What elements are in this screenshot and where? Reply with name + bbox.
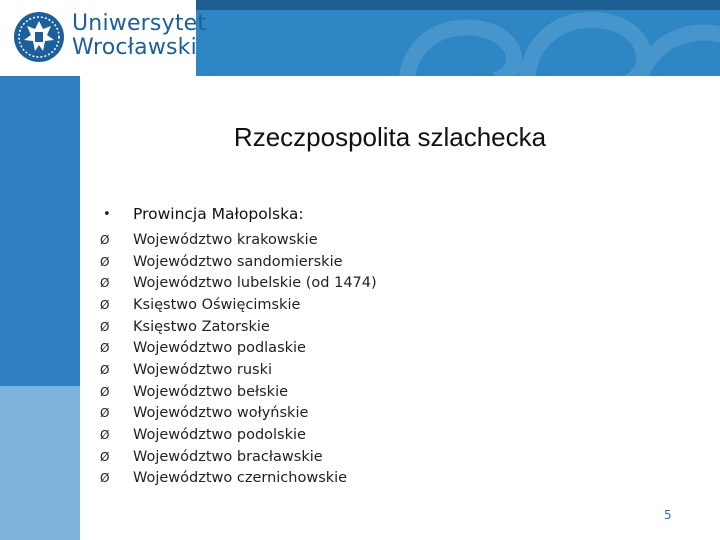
list-item <box>100 251 660 273</box>
page-number: 5 <box>664 508 672 522</box>
left-panel-dark <box>0 76 80 386</box>
list-item-text: Województwo wołyńskie <box>133 405 309 422</box>
arrowhead-bullet-icon: Ø <box>100 232 110 247</box>
list-item-text: Województwo bełskie <box>133 383 289 400</box>
university-emblem-icon <box>12 10 66 64</box>
logo-line-2: Wrocławski <box>72 35 197 60</box>
list-item <box>100 337 660 359</box>
arrowhead-bullet-icon: Ø <box>100 297 110 312</box>
list-item <box>100 294 660 316</box>
list-item-text: Województwo bracławskie <box>133 448 323 465</box>
arrowhead-bullet-icon: Ø <box>100 319 110 334</box>
list-heading <box>100 199 660 229</box>
list-item <box>100 403 660 425</box>
left-panel-light <box>0 386 80 540</box>
arrowhead-bullet-icon: Ø <box>100 384 110 399</box>
list-item <box>100 424 660 446</box>
list-item <box>100 316 660 338</box>
arrowhead-bullet-icon: Ø <box>100 276 110 291</box>
logo-line-1: Uniwersytet <box>72 11 207 36</box>
bullet-icon: • <box>103 206 111 222</box>
header-strip <box>196 0 720 10</box>
list-item-text: Księstwo Oświęcimskie <box>133 296 301 313</box>
slide-title: Rzeczpospolita szlachecka <box>233 122 547 152</box>
list-item-text: Księstwo Zatorskie <box>133 318 270 335</box>
arrowhead-bullet-icon: Ø <box>100 406 110 421</box>
list-heading-text: Prowincja Małopolska: <box>133 205 304 223</box>
list-item <box>100 468 660 490</box>
arrowhead-bullet-icon: Ø <box>100 341 110 356</box>
list-item-text: Województwo podolskie <box>133 427 306 444</box>
arrowhead-bullet-icon: Ø <box>100 362 110 377</box>
arrowhead-bullet-icon: Ø <box>100 254 110 269</box>
list-item <box>100 229 660 251</box>
header-decoration <box>196 0 720 76</box>
logo-text <box>72 12 206 60</box>
list-item <box>100 446 660 468</box>
list-item <box>100 359 660 381</box>
list-item <box>100 381 660 403</box>
list-item-text: Województwo podlaskie <box>133 340 306 357</box>
arrowhead-bullet-icon: Ø <box>100 471 110 486</box>
list-item-text: Województwo sandomierskie <box>133 253 343 270</box>
list-item-text: Województwo lubelskie (od 1474) <box>133 275 377 292</box>
header-band <box>196 0 720 76</box>
arrowhead-bullet-icon: Ø <box>100 428 110 443</box>
logo <box>0 0 207 76</box>
list-item-text: Województwo krakowskie <box>133 231 318 248</box>
list-item-text: Województwo czernichowskie <box>133 470 348 487</box>
list-item-text: Województwo ruski <box>133 361 273 378</box>
bullet-list <box>100 199 660 489</box>
arrowhead-bullet-icon: Ø <box>100 449 110 464</box>
list-item <box>100 272 660 294</box>
